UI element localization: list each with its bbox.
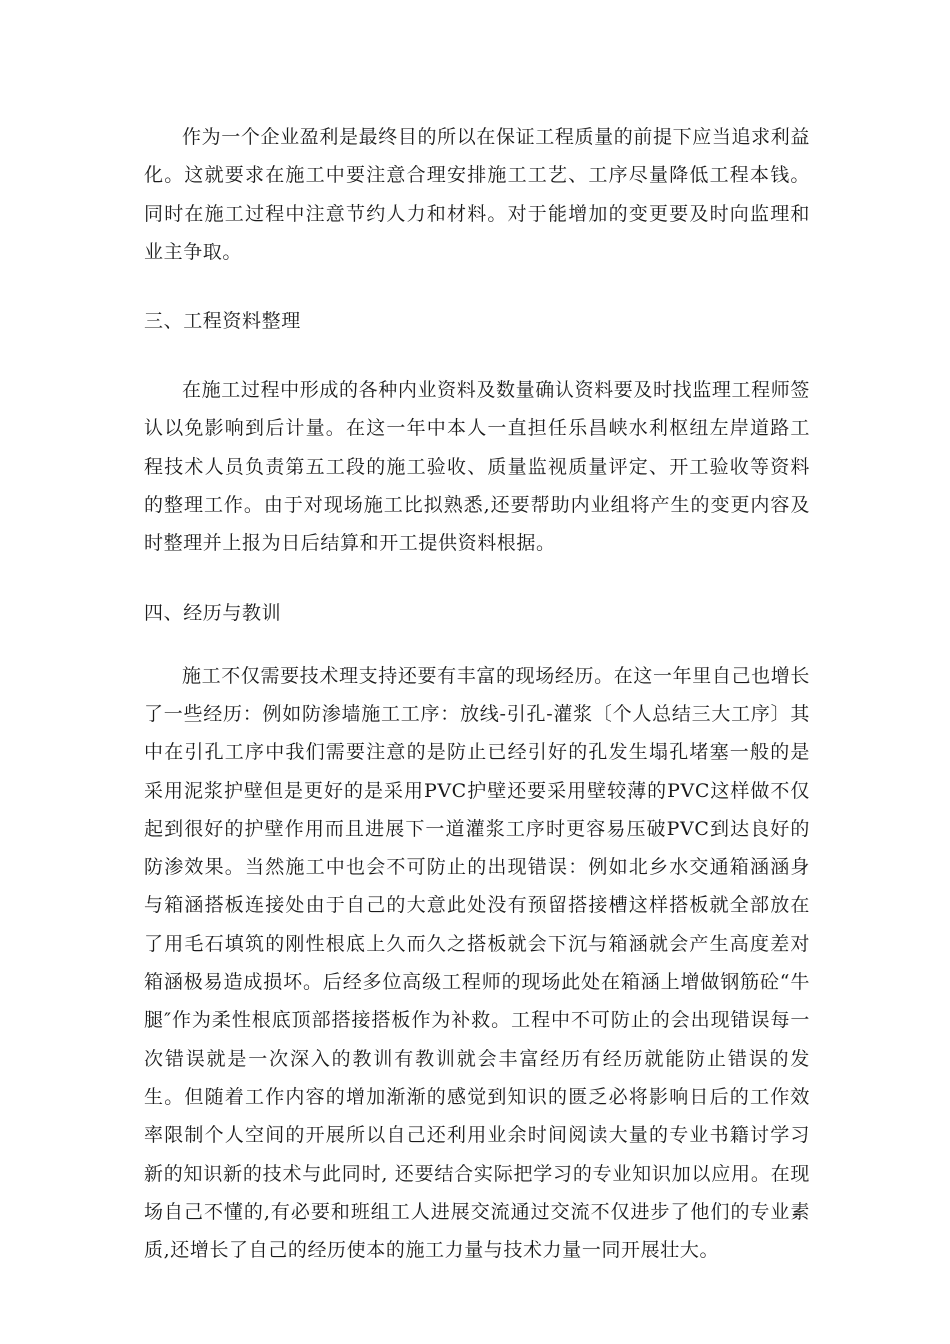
paragraph-spacer (144, 563, 810, 594)
document-page (144, 118, 810, 1269)
paragraph-experience: 施工不仅需要技术理支持还要有丰富的现场经历。在这一年里自己也增长了一些经历：例如防渗墙施工工序：放线-引孔-灌浆〔个人总结三大工序〕其中在引孔工序中我们需要注意的是防止已经引好的孔发生塌孔堵塞一般的是采用泥浆护壁但是更好的是采用PVC护壁还要采用壁较薄的PVC这样做不仅起到很好的护壁作用而且进展下一道灌浆工序时更容易压破PVC到达良好的防渗效果。当然施工中也会不可防止的出现错误：例如北乡水交通箱涵涵身与箱涵搭板连接处由于自己的大意此处没有预留搭接槽这样搭板就全部放在了用毛石填筑的刚性根底上久而久之搭板就会下沉与箱涵就会产生高度差对箱涵极易造成损坏。后经多位高级工程师的现场此处在箱涵上增做钢筋砼“牛腿″作为柔性根底顶部搭接搭板作为补救。工程中不可防止的会出现错误每一次错误就是一次深入的教训有教训就会丰富经历有经历就能防止错误的发生。但随着工作内容的增加渐渐的感觉到知识的匮乏必将影响日后的工作效率限制个人空间的开展所以自己还利用业余时间阅读大量的专业书籍讨学习新的知识新的技术与此同时, 还要结合实际把学习的专业知识加以应用。在现场自己不懂的,有必要和班组工人进展交流通过交流不仅进步了他们的专业素质,还增长了自己的经历使本的施工力量与技术力量一同开展壮大。 (144, 664, 810, 1262)
section-heading-3: 三、工程资料整理 (144, 310, 301, 333)
paragraph-spacer (144, 632, 810, 657)
section-heading-4: 四、经历与教训 (144, 601, 282, 624)
paragraph-records: 在施工过程中形成的各种内业资料及数量确认资料要及时找监理工程师签认以免影响到后计量。在这一年中本人一直担任乐昌峡水利枢纽左岸道路工程技术人员负责第五工段的施工验收、质量监视质量评定、开工验收等资料的整理工作。由于对现场施工比拟熟悉,还要帮助内业组将产生的变更内容及时整理并上报为日后结算和开工提供资料根据。 (144, 379, 810, 555)
paragraph-profit: 作为一个企业盈利是最终目的所以在保证工程质量的前提下应当追求利益化。这就要求在施工中要注意合理安排施工工艺、工序尽量降低工程本钱。同时在施工过程中注意节约人力和材料。对于能增加的变更要及时向监理和业主争取。 (144, 126, 810, 263)
paragraph-spacer (144, 271, 810, 302)
paragraph-spacer (144, 340, 810, 371)
